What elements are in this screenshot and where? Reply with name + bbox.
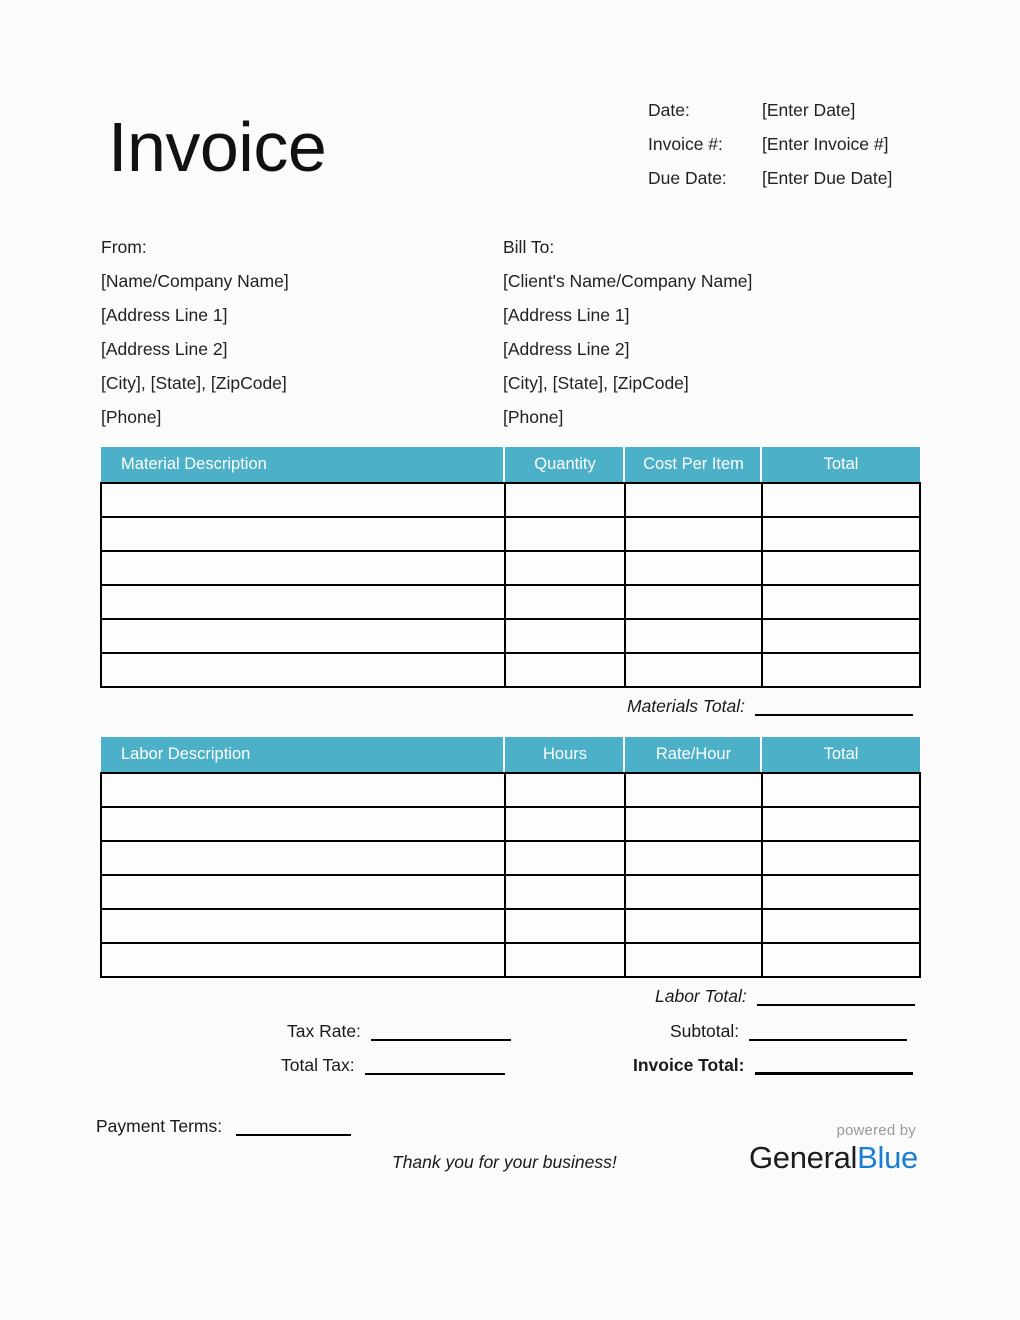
from-city-state-zip[interactable]: [City], [State], [ZipCode]: [101, 373, 287, 393]
materials-table-row-cell[interactable]: [505, 653, 625, 687]
materials-table-row-cell[interactable]: [625, 517, 762, 551]
bill-to-address-line-2[interactable]: [Address Line 2]: [503, 339, 630, 359]
labor-table-row: [101, 807, 920, 841]
tax-rate-value[interactable]: [371, 1021, 511, 1041]
labor-table-row-cell[interactable]: [625, 807, 762, 841]
materials-table-row-cell[interactable]: [101, 653, 505, 687]
labor-table-row-cell[interactable]: [762, 841, 920, 875]
generalblue-logo: [738, 1122, 918, 1176]
labor-total-value[interactable]: [757, 986, 915, 1006]
materials-col-cost: Cost Per Item: [625, 447, 762, 483]
materials-table-row-cell[interactable]: [101, 619, 505, 653]
labor-table-row-cell[interactable]: [505, 909, 625, 943]
brand-name-general: General: [748, 1140, 858, 1175]
page-title: Invoice: [108, 108, 327, 186]
labor-total-label: Labor Total:: [655, 986, 747, 1006]
from-address-line-2[interactable]: [Address Line 2]: [101, 339, 228, 359]
invoice-number-label: Invoice #:: [648, 134, 723, 154]
labor-table-row-cell[interactable]: [505, 841, 625, 875]
labor-table-row-cell[interactable]: [625, 773, 762, 807]
labor-table-row-cell[interactable]: [762, 875, 920, 909]
materials-table-row-cell[interactable]: [625, 585, 762, 619]
materials-table-row-cell[interactable]: [762, 585, 920, 619]
materials-table-row-cell[interactable]: [625, 551, 762, 585]
due-date-value[interactable]: [Enter Due Date]: [762, 168, 893, 188]
invoice-meta: [648, 100, 948, 202]
labor-table-row-cell[interactable]: [505, 773, 625, 807]
materials-table-row-cell[interactable]: [505, 483, 625, 517]
labor-table-row-cell[interactable]: [762, 773, 920, 807]
materials-table-row-cell[interactable]: [762, 619, 920, 653]
total-tax-line: [281, 1055, 505, 1075]
labor-table-head: [101, 737, 920, 773]
labor-table-body: [101, 773, 920, 977]
due-date-label: Due Date:: [648, 168, 727, 188]
materials-table-body: [101, 483, 920, 687]
bill-to-name[interactable]: [Client's Name/Company Name]: [503, 271, 753, 291]
labor-table-row-cell[interactable]: [101, 909, 505, 943]
labor-table-row-cell[interactable]: [625, 841, 762, 875]
labor-table-row-cell[interactable]: [101, 807, 505, 841]
bill-to-phone[interactable]: [Phone]: [503, 407, 564, 427]
from-heading: From:: [101, 237, 147, 257]
labor-table-row-cell[interactable]: [505, 943, 625, 977]
bill-to-heading: Bill To:: [503, 237, 555, 257]
invoice-number-value[interactable]: [Enter Invoice #]: [762, 134, 889, 154]
materials-table-row-cell[interactable]: [625, 483, 762, 517]
labor-table-row-cell[interactable]: [625, 909, 762, 943]
invoice-total-line: [633, 1054, 913, 1075]
labor-table-row: [101, 943, 920, 977]
labor-col-hours: Hours: [505, 737, 625, 773]
meta-row-due-date: [648, 168, 948, 202]
labor-table-row-cell[interactable]: [101, 841, 505, 875]
labor-header-row: [101, 737, 920, 773]
materials-total-line: [627, 696, 913, 716]
materials-header-row: [101, 447, 920, 483]
materials-table-row-cell[interactable]: [505, 517, 625, 551]
from-name[interactable]: [Name/Company Name]: [101, 271, 289, 291]
total-tax-value[interactable]: [365, 1055, 505, 1075]
materials-table-row-cell[interactable]: [762, 483, 920, 517]
materials-table-row-cell[interactable]: [762, 551, 920, 585]
payment-terms-line: [96, 1116, 351, 1136]
materials-col-description: Material Description: [101, 447, 505, 483]
labor-table-row-cell[interactable]: [505, 875, 625, 909]
bill-to-address-line-1[interactable]: [Address Line 1]: [503, 305, 630, 325]
meta-row-invoice-number: [648, 134, 948, 168]
materials-table-row-cell[interactable]: [101, 483, 505, 517]
parties-section: [101, 230, 919, 434]
materials-table-row-cell[interactable]: [625, 619, 762, 653]
subtotal-line: [670, 1021, 907, 1041]
from-address-line-1[interactable]: [Address Line 1]: [101, 305, 228, 325]
materials-table-row: [101, 517, 920, 551]
materials-table-row: [101, 619, 920, 653]
brand-name-blue: Blue: [857, 1140, 918, 1175]
materials-table-row-cell[interactable]: [101, 585, 505, 619]
labor-table-row-cell[interactable]: [101, 875, 505, 909]
labor-table-row-cell[interactable]: [762, 807, 920, 841]
labor-table: [100, 737, 921, 978]
materials-table-row: [101, 483, 920, 517]
bill-to-city-state-zip[interactable]: [City], [State], [ZipCode]: [503, 373, 689, 393]
materials-table-row: [101, 551, 920, 585]
labor-table-row: [101, 875, 920, 909]
materials-table-row: [101, 585, 920, 619]
materials-table-row-cell[interactable]: [762, 517, 920, 551]
meta-row-date: [648, 100, 948, 134]
labor-table-row-cell[interactable]: [625, 943, 762, 977]
materials-table: [100, 447, 921, 688]
bill-to-block: [503, 230, 905, 434]
materials-total-value[interactable]: [755, 696, 913, 716]
materials-table-row-cell[interactable]: [625, 653, 762, 687]
date-value[interactable]: [Enter Date]: [762, 100, 856, 120]
labor-table-row-cell[interactable]: [101, 773, 505, 807]
materials-col-total: Total: [762, 447, 920, 483]
labor-col-total: Total: [762, 737, 920, 773]
date-label: Date:: [648, 100, 690, 120]
brand-name: [738, 1140, 918, 1176]
invoice-total-value[interactable]: [755, 1054, 913, 1075]
payment-terms-label: Payment Terms:: [96, 1116, 223, 1136]
total-tax-label: Total Tax:: [281, 1055, 355, 1075]
thank-you-note: Thank you for your business!: [392, 1152, 617, 1172]
materials-table-row-cell[interactable]: [505, 585, 625, 619]
labor-col-rate: Rate/Hour: [625, 737, 762, 773]
materials-table-row-cell[interactable]: [505, 551, 625, 585]
labor-table-row-cell[interactable]: [101, 943, 505, 977]
tax-rate-label: Tax Rate:: [287, 1021, 361, 1041]
materials-table-row-cell[interactable]: [762, 653, 920, 687]
subtotal-label: Subtotal:: [670, 1021, 740, 1041]
powered-by-label: powered by: [836, 1122, 916, 1139]
materials-table-row-cell[interactable]: [505, 619, 625, 653]
labor-table-row-cell[interactable]: [762, 909, 920, 943]
materials-col-quantity: Quantity: [505, 447, 625, 483]
payment-terms-value[interactable]: [236, 1116, 351, 1136]
invoice-total-label: Invoice Total:: [633, 1055, 745, 1075]
labor-table-row-cell[interactable]: [762, 943, 920, 977]
labor-table-row: [101, 909, 920, 943]
labor-table-row: [101, 841, 920, 875]
labor-table-row: [101, 773, 920, 807]
materials-table-row-cell[interactable]: [101, 517, 505, 551]
materials-total-label: Materials Total:: [627, 696, 746, 716]
labor-col-description: Labor Description: [101, 737, 505, 773]
materials-table-row-cell[interactable]: [101, 551, 505, 585]
labor-table-row-cell[interactable]: [625, 875, 762, 909]
tax-rate-line: [287, 1021, 511, 1041]
from-block: [101, 230, 503, 434]
materials-table-row: [101, 653, 920, 687]
materials-table-head: [101, 447, 920, 483]
labor-table-row-cell[interactable]: [505, 807, 625, 841]
subtotal-value[interactable]: [749, 1021, 907, 1041]
labor-total-line: [655, 986, 915, 1006]
from-phone[interactable]: [Phone]: [101, 407, 162, 427]
